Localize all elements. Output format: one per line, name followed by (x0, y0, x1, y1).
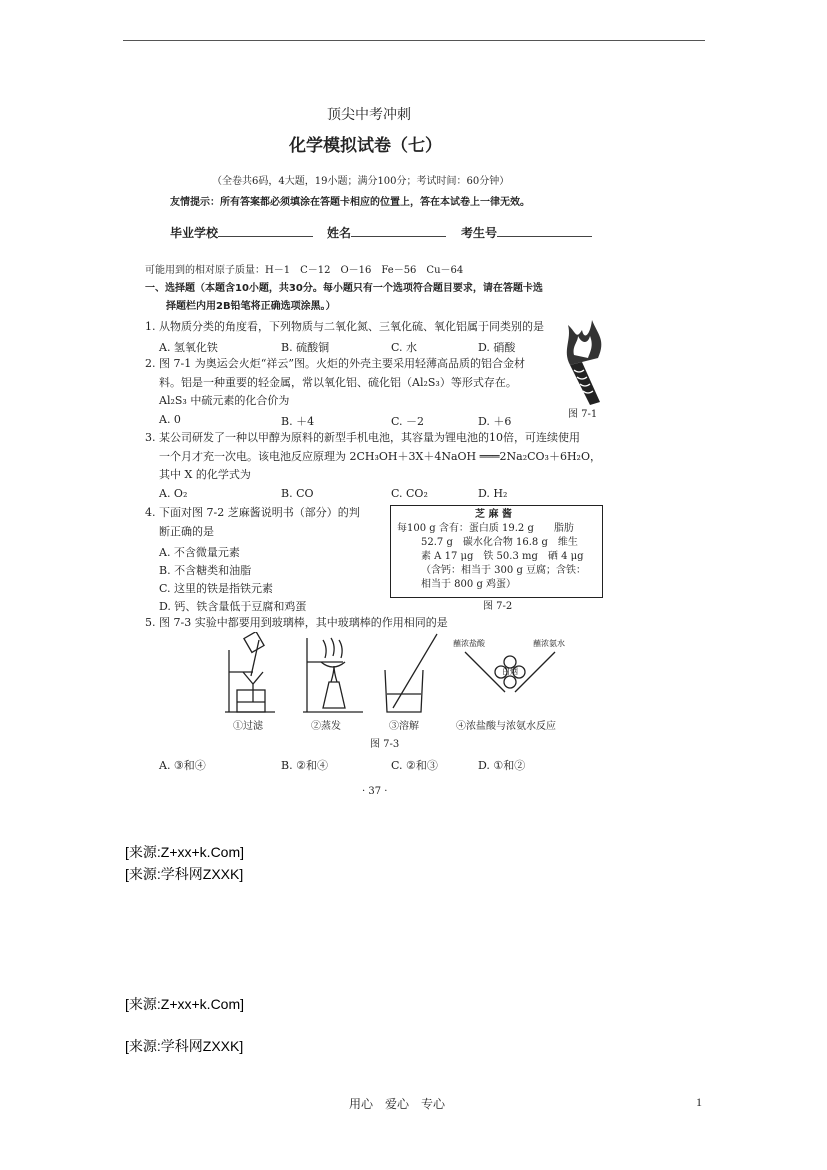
section-heading: 一、选择题（本题含10小题，共30分。每小题只有一个选项符合题目要求，请在答题卡选 (145, 283, 543, 294)
q4-stem-line2: 断正确的是 (159, 525, 214, 538)
q3-option-a: A. O₂ (159, 487, 188, 500)
figure-7-3-label-2: ②蒸发 (311, 721, 341, 732)
sesame-paste-title: 芝 麻 酱 (475, 509, 512, 520)
label-hcl-rod: 蘸浓盐酸 (453, 639, 485, 648)
q4-option-b: B. 不含糖类和油脂 (159, 564, 252, 577)
q4-option-a: A. 不含微量元素 (159, 546, 240, 559)
q2-stem-line1: 2. 图 7-1 为奥运会火炬“祥云”图。火炬的外壳主要采用轻薄高品质的铝合金材 (145, 357, 525, 370)
field-name-blank (351, 226, 446, 237)
atomic-masses: 可能用到的相对原子质量：H－1 C－12 O－16 Fe－56 Cu－64 (145, 265, 464, 276)
q5-option-a: A. ③和④ (159, 759, 206, 772)
section-heading-cont: 择题栏内用2B铅笔将正确选项涂黑。） (166, 301, 336, 312)
q5-option-d: D. ①和② (478, 759, 526, 772)
figure-7-1-caption: 图 7-1 (568, 409, 598, 420)
q3-option-d: D. H₂ (478, 487, 508, 500)
q2-option-c: C. －2 (391, 415, 425, 428)
sesame-paste-line4: （含钙：相当于 300 g 豆腐；含铁： (421, 565, 587, 576)
label-white-smoke: 白烟 (502, 667, 518, 676)
source-note-1: [来源:Z+xx+k.Com] (125, 844, 245, 860)
field-name (327, 226, 446, 239)
q3-option-c: C. CO₂ (391, 487, 428, 500)
source-note-3: [来源:Z+xx+k.Com] (125, 996, 245, 1012)
source-note-2: [来源:学科网ZXXK] (125, 866, 244, 882)
q1-stem: 1. 从物质分类的角度看，下列物质与二氧化氮、三氧化硫、氧化铝属于同类别的是 (145, 320, 544, 333)
header-rule (123, 40, 705, 41)
exam-info: （全卷共6码，4大题，19小题；满分100分；考试时间：60分钟） (212, 176, 510, 187)
q5-option-b: B. ②和④ (281, 759, 328, 772)
figure-7-3-caption: 图 7-3 (370, 739, 400, 750)
q1-option-b: B. 硫酸铜 (281, 341, 330, 354)
q4-option-d: D. 钙、铁含量低于豆腐和鸡蛋 (159, 600, 307, 613)
q5-stem: 5. 图 7-3 实验中都要用到玻璃棒，其中玻璃棒的作用相同的是 (145, 616, 448, 629)
q3-stem-line3: 其中 X 的化学式为 (159, 468, 251, 481)
q3-stem-line2: 一个月才充一次电。该电池反应原理为 2CH₃OH＋3X＋4NaOH ═══2Na₂CO₃＋6H₂O， (159, 450, 601, 463)
field-school-label: 毕业学校 (170, 226, 219, 240)
figure-7-3-label-4: ④浓盐酸与浓氨水反应 (456, 721, 556, 732)
q2-option-d: D. ＋6 (478, 415, 512, 428)
exam-title: 化学模拟试卷（七） (289, 136, 442, 156)
q3-stem-line1: 3. 某公司研发了一种以甲醇为原料的新型手机电池，其容量为锂电池的10倍，可连续使用 (145, 431, 580, 444)
sesame-paste-label-box (390, 505, 603, 598)
q4-stem-line1: 4. 下面对图 7-2 芝麻酱说明书（部分）的判 (145, 506, 360, 519)
torch-illustration (560, 310, 610, 410)
source-note-4: [来源:学科网ZXXK] (125, 1038, 244, 1054)
figure-7-2-caption: 图 7-2 (483, 601, 513, 612)
field-id-label: 考生号 (461, 226, 498, 240)
figure-7-3-label-1: ①过滤 (233, 721, 263, 732)
q2-option-a: A. 0 (159, 413, 181, 426)
field-id-blank (497, 226, 592, 237)
q5-option-c: C. ②和③ (391, 759, 438, 772)
lab-apparatus-illustration (215, 632, 575, 714)
q1-option-a: A. 氢氧化铁 (159, 341, 218, 354)
page-footer-motto: 用心 爱心 专心 (349, 1097, 446, 1111)
sesame-paste-line5: 相当于 800 g 鸡蛋） (421, 579, 517, 590)
page-footer-number: 1 (696, 1095, 702, 1109)
sesame-paste-line1: 每100 g 含有：蛋白质 19.2 g 脂肪 (397, 523, 574, 534)
q1-option-c: C. 水 (391, 341, 418, 354)
figure-7-3-label-3: ③溶解 (389, 721, 419, 732)
printed-page-number: · 37 · (362, 786, 388, 797)
q2-stem-line2: 料。铝是一种重要的轻金属，常以氧化铝、硫化铝（Al₂S₃）等形式存在。 (159, 376, 517, 389)
q2-stem-line3: Al₂S₃ 中硫元素的化合价为 (159, 394, 290, 407)
q3-option-b: B. CO (281, 487, 314, 500)
label-ammonia-rod: 蘸浓氨水 (533, 639, 565, 648)
exam-series-title: 顶尖中考冲刺 (327, 107, 411, 123)
field-name-label: 姓名 (327, 226, 352, 240)
sesame-paste-line3: 素 A 17 μg 铁 50.3 mg 硒 4 μg (421, 551, 584, 562)
q1-option-d: D. 硝酸 (478, 341, 516, 354)
q4-option-c: C. 这里的铁是指铁元素 (159, 582, 274, 595)
field-school-blank (218, 226, 313, 237)
sesame-paste-line2: 52.7 g 碳水化合物 16.8 g 维生 (421, 537, 578, 548)
field-school (170, 226, 313, 239)
q2-option-b: B. ＋4 (281, 415, 315, 428)
exam-notice: 友情提示：所有答案都必须填涂在答题卡相应的位置上，答在本试卷上一律无效。 (170, 197, 530, 208)
field-id (461, 226, 592, 239)
